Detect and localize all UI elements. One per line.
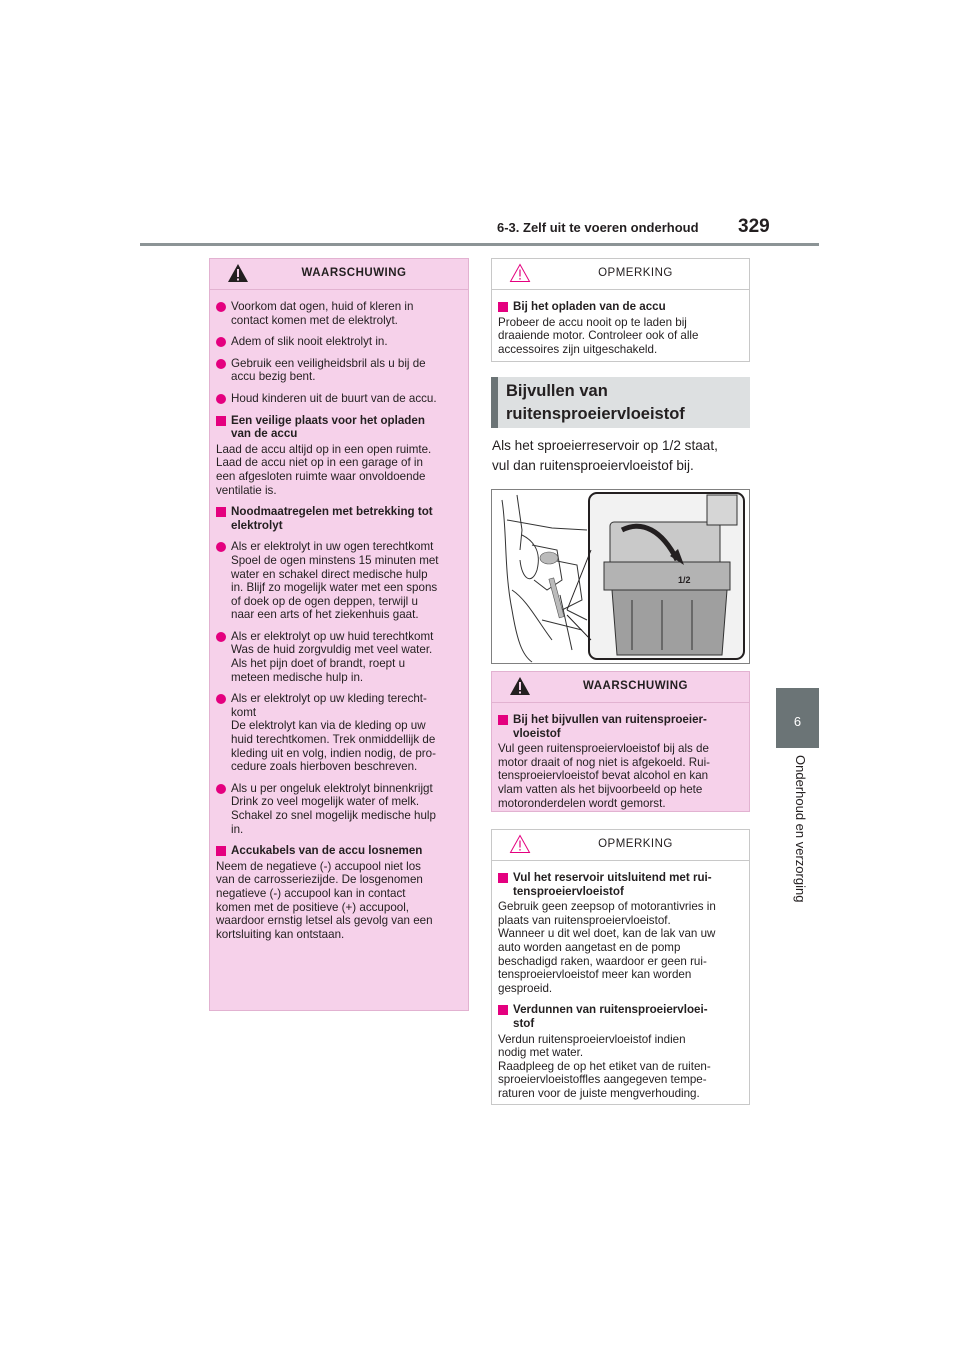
item-text: Voorkom dat ogen, huid of kleren in contact komen met de elektrolyt. bbox=[231, 300, 414, 327]
warning-bullet-item bbox=[216, 335, 462, 349]
note-title: OPMERKING bbox=[598, 838, 673, 850]
square-bullet-icon bbox=[216, 846, 226, 856]
section-title: 6-3. Zelf uit te voeren onderhoud bbox=[497, 220, 699, 235]
warning-paragraph: Neem de negatieve (-) accupool niet los van de carrosseriezijde. De losgenomen negatieve (-) accupool kan in contact komen met de positieve (+) accupool, waardoor ernstig letsel als gevolg van een kortsluiting kan ontstaan. bbox=[216, 859, 433, 941]
circle-bullet-icon bbox=[216, 632, 226, 642]
warning-box-body bbox=[492, 703, 749, 810]
item-text: Als er elektrolyt in uw ogen terechtkomt Spoel de ogen minstens 15 minuten met water en schakel direct medische hulp in. Blijf zo mogelijk water met een spons of doek op de ogen deppen, terwijl u naar een arts of het ziekenhuis gaat. bbox=[231, 540, 439, 622]
item-text: Noodmaatregelen met betrekking tot elektrolyt bbox=[231, 505, 433, 532]
note-box-charging bbox=[491, 258, 750, 362]
square-bullet-icon bbox=[498, 1005, 508, 1015]
warning-bullet-item bbox=[216, 392, 462, 406]
note-text: Probeer de accu nooit op te laden bij draaiende motor. Controleer ook of alle accessoires zijn uitgeschakeld. bbox=[498, 315, 699, 356]
item-text: Als u per ongeluk elektrolyt binnenkrijgt Drink zo veel mogelijk water of melk. Schakel zo snel mogelijk medische hulp in. bbox=[231, 781, 436, 836]
warning-text: Vul geen ruitensproeiervloeistof bij als de motor draait of nog niet is afgekoeld. Rui- tensproeiervloeistof bevat alcohol en kan vlam vatten als het bijvoorbeeld op hete motoronderdelen wordt gemorst. bbox=[498, 742, 711, 810]
warning-box-header bbox=[492, 672, 749, 703]
level-mark-label: 1/2 bbox=[678, 575, 691, 585]
note-title: OPMERKING bbox=[598, 267, 673, 279]
warning-heading: Bij het bijvullen van ruitensproeier- vloeistof bbox=[498, 713, 743, 740]
circle-bullet-icon bbox=[216, 694, 226, 704]
square-bullet-icon bbox=[216, 507, 226, 517]
warning-subheading bbox=[216, 414, 462, 441]
warning-bullet-item bbox=[216, 782, 462, 836]
warning-bullet-item bbox=[216, 540, 462, 622]
warning-box-washer bbox=[491, 671, 750, 812]
note-heading: Vul het reservoir uitsluitend met rui- tensproeiervloeistof bbox=[498, 871, 743, 898]
item-text: Houd kinderen uit de buurt van de accu. bbox=[231, 391, 437, 405]
note-box-body bbox=[492, 290, 749, 356]
warning-title: WAARSCHUWING bbox=[301, 267, 407, 279]
note-box-washer bbox=[491, 829, 750, 1105]
note-text: Verdun ruitensproeiervloeistof indien nodig met water. Raadpleeg de op het etiket van de ruiten- sproeiervloeistoffles aangegeven tempe- raturen voor de juiste mengverhouding. bbox=[498, 1032, 711, 1100]
section-body-text: Als het sproeierreservoir op 1/2 staat, vul dan ruitensproeiervloeistof bij. bbox=[492, 438, 718, 473]
note-box-header bbox=[492, 259, 749, 290]
note-text: Gebruik geen zeepsop of motorantivries in plaats van ruitensproeiervloeistof. Wanneer u dit wel doet, kan de lak van uw auto worden aangetast en de pomp beschadigd raken, waardoor er geen rui- tensproeiervloeistof meer kan worden gesproeid. bbox=[498, 900, 716, 995]
section-heading bbox=[491, 377, 750, 428]
square-bullet-icon bbox=[498, 715, 508, 725]
circle-bullet-icon bbox=[216, 302, 226, 312]
washer-reservoir-illustration bbox=[491, 489, 750, 664]
warning-subheading bbox=[216, 844, 462, 858]
warning-box-header bbox=[210, 259, 468, 290]
warning-bullet-item bbox=[216, 692, 462, 774]
note-box-header bbox=[492, 830, 749, 861]
chapter-label: Onderhoud en verzorging bbox=[793, 755, 808, 903]
circle-bullet-icon bbox=[216, 337, 226, 347]
warning-subheading bbox=[216, 505, 462, 532]
reservoir-drawing bbox=[492, 490, 749, 663]
warning-box-body bbox=[210, 290, 468, 941]
warning-title: WAARSCHUWING bbox=[582, 680, 689, 692]
note-box-body bbox=[492, 861, 749, 1101]
circle-bullet-icon bbox=[216, 542, 226, 552]
square-bullet-icon bbox=[216, 416, 226, 426]
note-heading: Verdunnen van ruitensproeiervloei- stof bbox=[498, 1003, 743, 1030]
item-text: Accukabels van de accu losnemen bbox=[231, 844, 423, 858]
square-bullet-icon bbox=[498, 302, 508, 312]
item-text: Adem of slik nooit elektrolyt in. bbox=[231, 335, 388, 349]
warning-bullet-item bbox=[216, 630, 462, 684]
warning-bullet-item bbox=[216, 300, 462, 327]
circle-bullet-icon bbox=[216, 784, 226, 794]
warning-bullet-item bbox=[216, 357, 462, 384]
chapter-tab[interactable] bbox=[776, 688, 819, 748]
item-text: Gebruik een veiligheidsbril als u bij de accu bezig bent. bbox=[231, 356, 426, 384]
circle-bullet-icon bbox=[216, 394, 226, 404]
square-bullet-icon bbox=[498, 873, 508, 883]
note-heading: Bij het opladen van de accu bbox=[498, 300, 743, 314]
item-text: Als er elektrolyt op uw huid terechtkomt Was de huid zorgvuldig met veel water. Als het pijn doet of brandt, roept u meteen medische hulp in. bbox=[231, 629, 434, 684]
header-divider bbox=[140, 243, 819, 246]
item-text: Een veilige plaats voor het opladen van de accu bbox=[231, 413, 425, 441]
item-text: Als er elektrolyt op uw kleding terecht- komt De elektrolyt kan via de kleding op uw huid terechtkomen. Trek onmiddellijk de kleding uit en volg, indien nodig, de pro- cedure zoals hierboven beschreven. bbox=[231, 692, 436, 774]
section-heading-text: Bijvullen van ruitensproeiervloeistof bbox=[506, 382, 685, 423]
circle-bullet-icon bbox=[216, 359, 226, 369]
warning-box-battery bbox=[209, 258, 469, 1011]
chapter-number: 6 bbox=[793, 714, 802, 729]
page-number: 329 bbox=[738, 216, 770, 237]
warning-paragraph: Laad de accu altijd op in een open ruimte. Laad de accu niet op in een garage of in een afgesloten ruimte waar onvoldoende ventilatie is. bbox=[216, 442, 432, 497]
